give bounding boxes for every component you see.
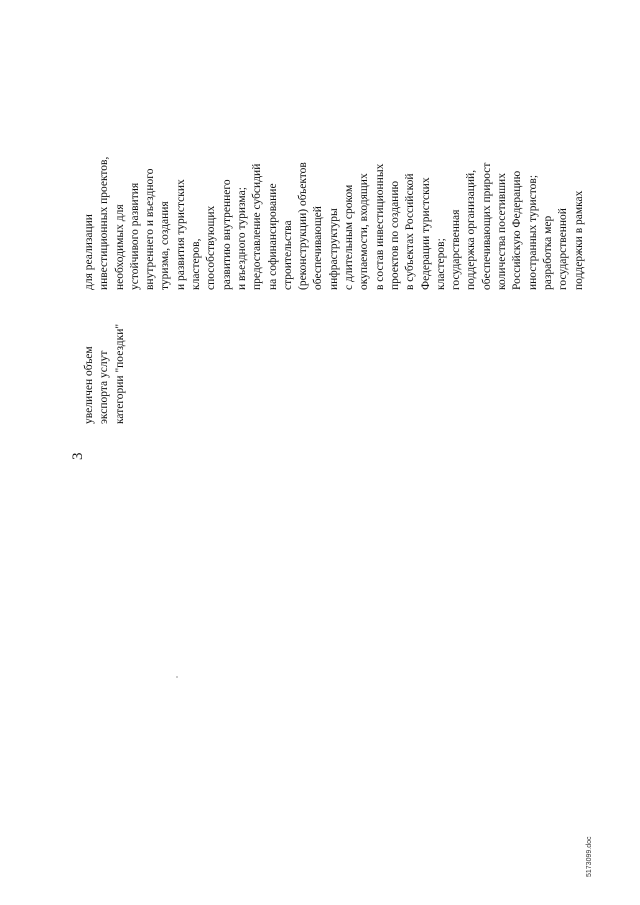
text-line: развитию внутреннего — [220, 179, 233, 290]
document-filename: 5173099.doc — [586, 836, 593, 877]
text-line: туризма, создания — [159, 201, 172, 290]
text-line: государственной — [557, 208, 570, 290]
table-cell-measures — [82, 120, 587, 290]
text-line: инвестиционных проектов, — [98, 156, 111, 290]
text-line: кластеров, — [190, 238, 203, 290]
rotated-content — [70, 20, 590, 880]
scan-speck — [176, 676, 178, 678]
text-line: предоставление субсидий — [251, 163, 264, 290]
table-cell-result — [82, 324, 128, 424]
text-line: необходимых для — [113, 204, 126, 290]
text-line: с длительным сроком — [343, 184, 356, 290]
text-line: окупаемости, входящих — [358, 173, 371, 290]
page-number: 3 — [70, 452, 86, 460]
text-line: способствующих — [205, 205, 218, 290]
text-line: увеличен объем — [83, 346, 95, 424]
text-line: экспорта услут — [98, 350, 111, 424]
text-line: на софинансирование — [266, 183, 279, 290]
text-line: и въездного туризма; — [235, 187, 248, 290]
text-line: категории "поездки" — [113, 323, 126, 424]
text-line: иностранных туристов; — [526, 174, 539, 290]
text-line: государственная — [450, 209, 463, 290]
text-line: устойчивого развития — [128, 182, 141, 290]
text-line: количества посетивших — [496, 173, 509, 290]
text-line: инфраструктуры — [327, 208, 340, 290]
text-line: строительства — [281, 220, 294, 290]
text-line: обеспечивающей — [312, 206, 325, 290]
text-line: и развития туристских — [174, 179, 187, 290]
text-line: для реализации — [83, 214, 95, 290]
text-line: (реконструкции) объектов — [297, 162, 310, 290]
text-line: внутреннего и въездного — [144, 168, 157, 290]
text-line: в состав инвестиционных — [373, 163, 386, 290]
text-line: проектов по созданию — [388, 180, 401, 290]
text-line: кластеров; — [434, 238, 447, 290]
text-line: в субъектах Российской — [404, 173, 417, 290]
text-line: поддержка организаций, — [465, 169, 478, 290]
text-line: разработка мер — [541, 215, 554, 290]
text-line: Российскую Федерацию — [511, 170, 524, 290]
text-line: Федерации туристских — [419, 177, 432, 290]
text-line: поддержки в рамках — [572, 190, 585, 290]
text-line: обеспечивающих прирост — [480, 162, 493, 290]
